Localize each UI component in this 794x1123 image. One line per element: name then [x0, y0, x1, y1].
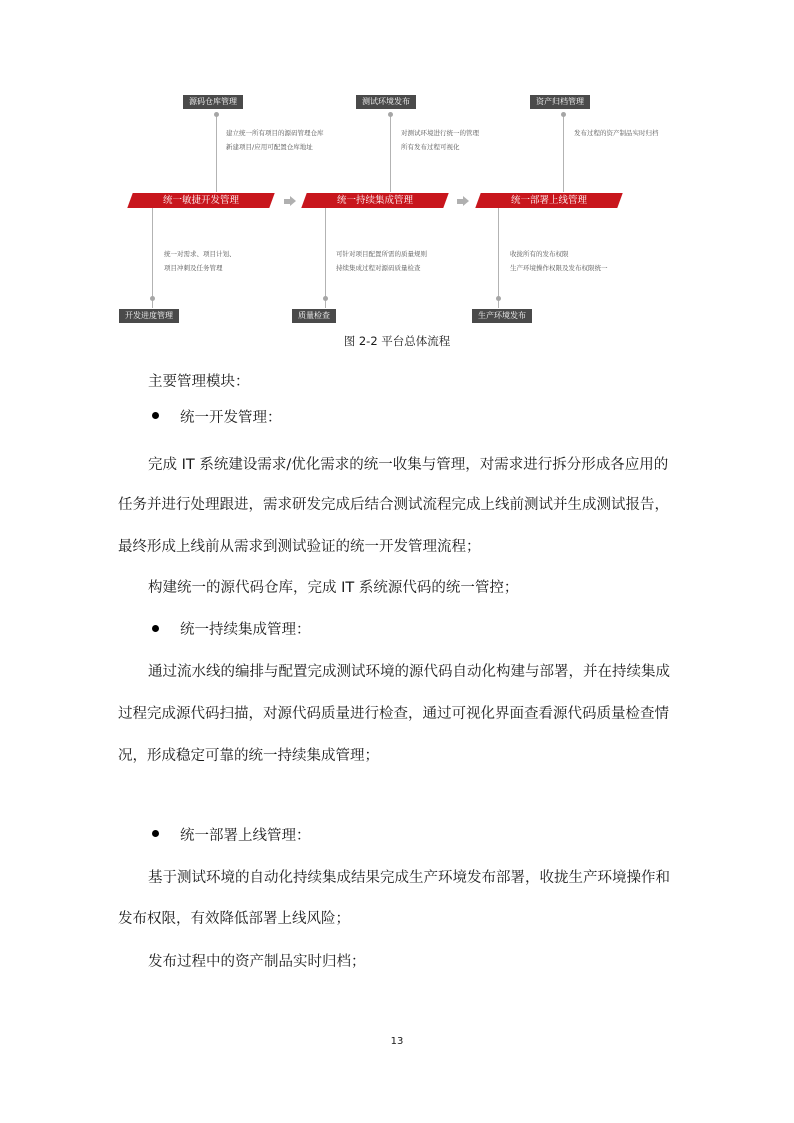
paragraph-line: 发布过程中的资产制品实时归档； — [148, 954, 366, 970]
figure-caption: 图 2-2 平台总体流程 — [343, 334, 451, 348]
intro-text: 主要管理模块： — [148, 374, 250, 390]
paragraph-line: 况，形成稳定可靠的统一持续集成管理； — [118, 748, 379, 764]
top-label-source-repo: 源码仓库管理 — [183, 95, 243, 109]
connector-line — [325, 208, 326, 308]
connector-line — [498, 208, 499, 308]
paragraph-line: 发布权限，有效降低部署上线风险； — [118, 911, 350, 927]
top-note: 发布过程的资产制品实时归档 — [574, 129, 659, 137]
bottom-note: 可针对项目配置所需的质量规则 持续集成过程对源码质量检查 — [336, 250, 427, 272]
connector-dot — [150, 296, 155, 301]
connector-line — [563, 114, 564, 192]
module-heading-deploy: 统一部署上线管理： — [180, 828, 311, 844]
page-number: 13 — [390, 1036, 404, 1047]
module-heading-ci: 统一持续集成管理： — [180, 622, 311, 638]
platform-flow-diagram — [0, 0, 794, 330]
bottom-label-prod-release: 生产环境发布 — [472, 309, 532, 323]
bar-ci: 统一持续集成管理 — [301, 193, 448, 208]
bullet-dot — [152, 830, 159, 837]
bullet-dot — [152, 625, 159, 632]
connector-dot — [323, 296, 328, 301]
bottom-note: 收拢所有的发布权限 生产环境操作权限及发布权限统一 — [510, 250, 608, 272]
top-note: 对测试环境进行统一的管理 所有发布过程可视化 — [401, 129, 479, 151]
top-label-asset-archive: 资产归档管理 — [530, 95, 590, 109]
connector-dot — [214, 112, 219, 117]
paragraph-line: 通过流水线的编排与配置完成测试环境的源代码自动化构建与部署，并在持续集成 — [148, 664, 670, 680]
bottom-label-dev-progress: 开发进度管理 — [119, 309, 179, 323]
connector-line — [390, 114, 391, 192]
paragraph-line: 基于测试环境的自动化持续集成结果完成生产环境发布部署，收拢生产环境操作和 — [148, 870, 670, 886]
paragraph-line: 过程完成源代码扫描，对源代码质量进行检查，通过可视化界面查看源代码质量检查情 — [118, 706, 669, 722]
bottom-note: 统一对需求、项目计划、 项目冲刺及任务管理 — [164, 250, 236, 272]
paragraph-line: 最终形成上线前从需求到测试验证的统一开发管理流程； — [118, 539, 481, 555]
connector-line — [152, 208, 153, 308]
connector-dot — [561, 112, 566, 117]
connector-dot — [496, 296, 501, 301]
bottom-label-quality-check: 质量检查 — [292, 309, 336, 323]
bullet-dot — [152, 412, 159, 419]
bar-deploy: 统一部署上线管理 — [475, 193, 622, 208]
paragraph-line: 任务并进行处理跟进，需求研发完成后结合测试流程完成上线前测试并生成测试报告， — [118, 497, 669, 513]
top-note: 建立统一所有项目的源码管理仓库 新建项目/应用可配置仓库地址 — [226, 129, 324, 151]
paragraph-line: 构建统一的源代码仓库，完成 IT 系统源代码的统一管控； — [148, 580, 519, 596]
bar-agile-dev: 统一敏捷开发管理 — [127, 193, 274, 208]
connector-line — [216, 114, 217, 192]
module-heading-dev: 统一开发管理： — [180, 410, 282, 426]
paragraph-line: 完成 IT 系统建设需求/优化需求的统一收集与管理，对需求进行拆分形成各应用的 — [148, 457, 669, 473]
top-label-test-env: 测试环境发布 — [356, 95, 416, 109]
connector-dot — [388, 112, 393, 117]
